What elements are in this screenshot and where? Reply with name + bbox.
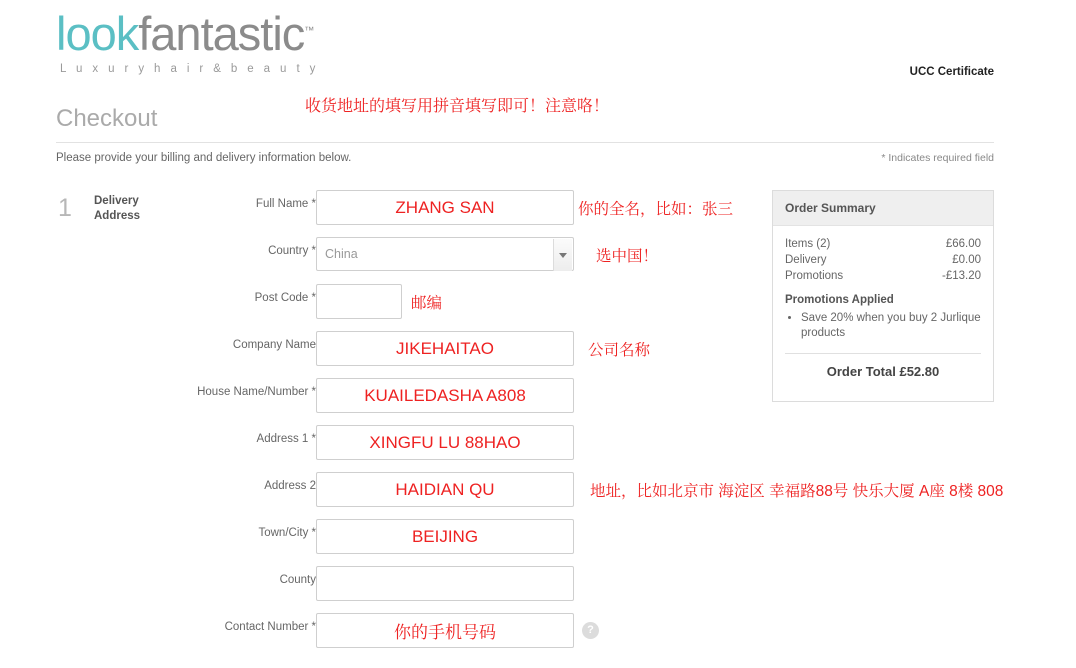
annotation-country: 选中国！: [596, 248, 659, 265]
site-logo[interactable]: [56, 7, 396, 75]
full-name-input[interactable]: [316, 190, 574, 225]
label-address-1: Address 1 *: [256, 433, 316, 445]
billing-info-text: Please provide your billing and delivery information below.: [56, 152, 352, 164]
logo-fantastic-text: fantastic: [138, 7, 305, 60]
step-number: 1: [58, 194, 72, 222]
top-annotation-note: 收货地址的填写用拼音填写即可！注意咯！: [305, 98, 610, 115]
form-row-address-2: [0, 472, 1076, 519]
chevron-down-icon[interactable]: [553, 239, 572, 271]
form-row-town-city: [0, 519, 1076, 566]
label-full-name: Full Name *: [255, 198, 316, 210]
list-item: • Save 20% when you buy 2 Jurlique products: [801, 311, 981, 341]
label-company-name: Company Name: [232, 339, 316, 351]
address-2-input[interactable]: [316, 472, 574, 507]
annotation-company-name: 公司名称: [588, 342, 651, 359]
country-select[interactable]: [316, 237, 574, 271]
annotation-address: 地址，比如北京市 海淀区 幸福路88号 快乐大厦 A座 8楼 808: [590, 483, 1004, 500]
page-title: Checkout: [56, 105, 158, 132]
form-row-address-1: [0, 425, 1076, 472]
summary-promotions-label: Promotions: [785, 270, 844, 282]
house-name-number-input[interactable]: [316, 378, 574, 413]
label-house-name-number: House Name/Number *: [197, 386, 316, 398]
county-input[interactable]: [316, 566, 574, 601]
step-label: Delivery Address: [94, 195, 141, 222]
label-post-code: Post Code *: [254, 292, 316, 304]
address-1-input[interactable]: [316, 425, 574, 460]
trademark-icon: ™: [304, 25, 314, 37]
summary-delivery-label: Delivery: [785, 254, 827, 266]
label-country: Country *: [268, 245, 316, 257]
required-field-note: * Indicates required field: [881, 152, 994, 164]
contact-number-input[interactable]: [316, 613, 574, 648]
summary-items-value: £66.00: [945, 238, 981, 250]
annotation-post-code: 邮编: [411, 295, 443, 312]
label-county: County: [279, 574, 316, 586]
logo-tagline: L u x u r y h a i r & b e a u t y: [60, 63, 319, 75]
annotation-full-name: 你的全名，比如：张三: [578, 201, 734, 218]
town-city-input[interactable]: [316, 519, 574, 554]
country-selected-value: China: [325, 247, 358, 261]
company-name-input[interactable]: [316, 331, 574, 366]
label-address-2: Address 2: [264, 480, 316, 492]
summary-delivery-value: £0.00: [952, 254, 981, 266]
logo-wordmark: [56, 7, 396, 60]
summary-promotions-value: -£13.20: [941, 270, 981, 282]
logo-look-text: look: [56, 7, 139, 60]
summary-items-label: Items (2): [785, 238, 831, 250]
header-divider: [56, 142, 994, 143]
order-summary-body: [773, 226, 993, 401]
summary-line-delivery: [785, 254, 981, 266]
form-row-contact-number: [0, 613, 1076, 660]
promotions-applied-title: Promotions Applied: [785, 294, 894, 306]
form-row-county: [0, 566, 1076, 613]
label-town-city: Town/City *: [258, 527, 316, 539]
promotions-list: [785, 311, 981, 341]
post-code-input[interactable]: [316, 284, 402, 319]
help-icon[interactable]: ?: [582, 622, 599, 639]
summary-line-promotions: [785, 270, 981, 282]
ucc-certificate-label: UCC Certificate: [909, 66, 994, 78]
order-total: Order Total £52.80: [826, 364, 940, 379]
order-summary-panel: [772, 190, 994, 402]
summary-line-items: [785, 238, 981, 250]
label-contact-number: Contact Number *: [224, 621, 316, 633]
order-summary-title: Order Summary: [773, 191, 993, 226]
